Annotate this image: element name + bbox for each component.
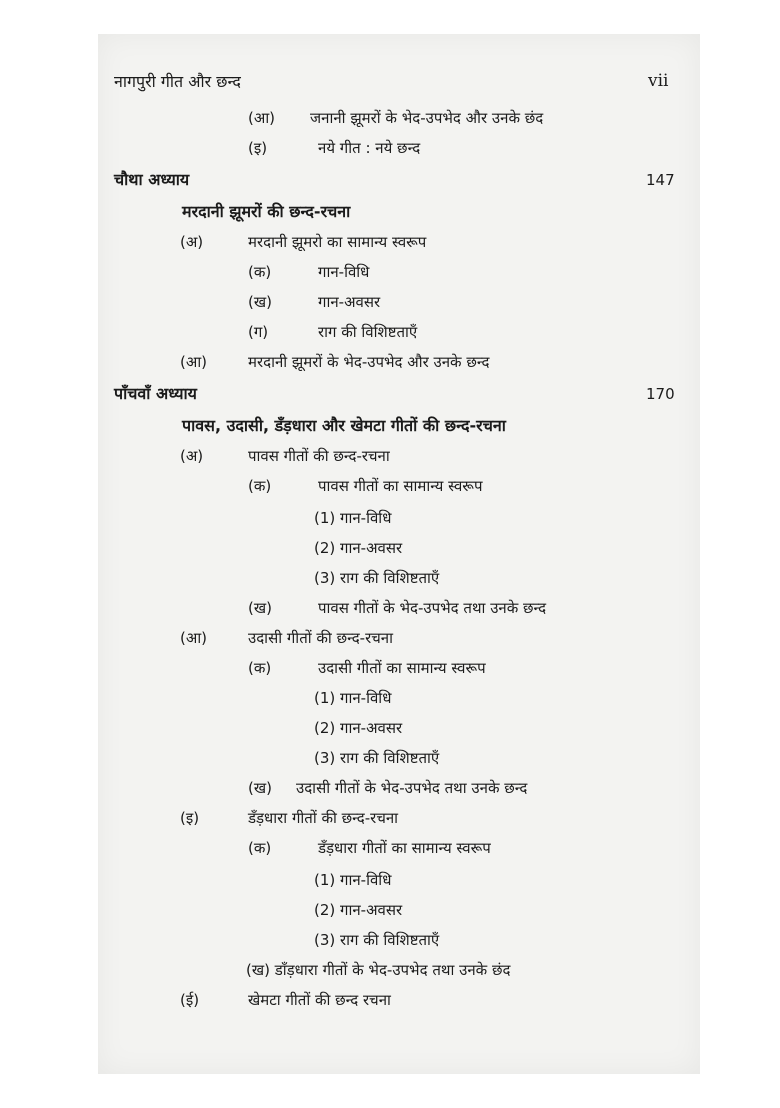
toc-entry: जनानी झूमरों के भेद-उपभेद और उनके छंद <box>310 109 544 127</box>
toc-entry: मरदानी झूमरो का सामान्य स्वरूप <box>248 233 427 251</box>
toc-subentry: (1) गान-विधि <box>314 509 392 527</box>
toc-entry: पावस गीतों की छन्द-रचना <box>248 447 390 465</box>
chapter-title: पावस, उदासी, डँड़धारा और खेमटा गीतों की छन्द-रचना <box>182 416 506 435</box>
toc-marker: (ई) <box>180 991 200 1009</box>
toc-marker: (क) <box>248 659 272 677</box>
toc-entry: उदासी गीतों के भेद-उपभेद तथा उनके छन्द <box>296 779 528 797</box>
toc-entry: डँड़धारा गीतों का सामान्य स्वरूप <box>318 839 491 857</box>
chapter-heading: चौथा अध्याय <box>114 170 190 189</box>
toc-marker: (अ) <box>180 233 204 251</box>
chapter-page-number: 147 <box>646 171 675 189</box>
toc-marker: (क) <box>248 839 272 857</box>
toc-entry: मरदानी झूमरों के भेद-उपभेद और उनके छन्द <box>248 353 490 371</box>
toc-marker: (आ) <box>180 629 208 647</box>
toc-entry: (ख) डाँड़धारा गीतों के भेद-उपभेद तथा उनके छंद <box>246 961 511 979</box>
toc-subentry: (3) राग की विशिष्टताएँ <box>314 569 440 587</box>
toc-marker: (ख) <box>248 293 272 311</box>
toc-entry: राग की विशिष्टताएँ <box>318 323 418 341</box>
toc-marker: (ग) <box>248 323 269 341</box>
toc-marker: (इ) <box>180 809 200 827</box>
toc-marker: (ख) <box>248 599 272 617</box>
running-header-page-number: vii <box>648 71 669 91</box>
chapter-title: मरदानी झूमरों की छन्द-रचना <box>182 202 351 221</box>
toc-subentry: (3) राग की विशिष्टताएँ <box>314 749 440 767</box>
toc-marker: (क) <box>248 477 272 495</box>
toc-marker: (क) <box>248 263 272 281</box>
toc-marker: (ख) <box>248 779 272 797</box>
toc-entry: गान-अवसर <box>318 293 381 311</box>
toc-subentry: (2) गान-अवसर <box>314 539 403 557</box>
toc-entry: पावस गीतों के भेद-उपभेद तथा उनके छन्द <box>318 599 547 617</box>
chapter-heading: पाँचवाँ अध्याय <box>114 384 197 403</box>
toc-entry: गान-विधि <box>318 263 370 281</box>
toc-subentry: (1) गान-विधि <box>314 871 392 889</box>
toc-marker: (आ) <box>180 353 208 371</box>
toc-subentry: (2) गान-अवसर <box>314 719 403 737</box>
toc-marker: (इ) <box>248 139 268 157</box>
toc-entry: उदासी गीतों का सामान्य स्वरूप <box>318 659 486 677</box>
toc-entry: पावस गीतों का सामान्य स्वरूप <box>318 477 483 495</box>
toc-entry: नये गीत : नये छन्द <box>318 139 421 157</box>
toc-subentry: (2) गान-अवसर <box>314 901 403 919</box>
toc-entry: डँड़धारा गीतों की छन्द-रचना <box>248 809 399 827</box>
toc-marker: (आ) <box>248 109 276 127</box>
running-header-title: नागपुरी गीत और छन्द <box>114 72 241 91</box>
toc-subentry: (1) गान-विधि <box>314 689 392 707</box>
chapter-page-number: 170 <box>646 385 675 403</box>
toc-entry: उदासी गीतों की छन्द-रचना <box>248 629 393 647</box>
toc-entry: खेमटा गीतों की छन्द रचना <box>248 991 391 1009</box>
toc-subentry: (3) राग की विशिष्टताएँ <box>314 931 440 949</box>
toc-marker: (अ) <box>180 447 204 465</box>
